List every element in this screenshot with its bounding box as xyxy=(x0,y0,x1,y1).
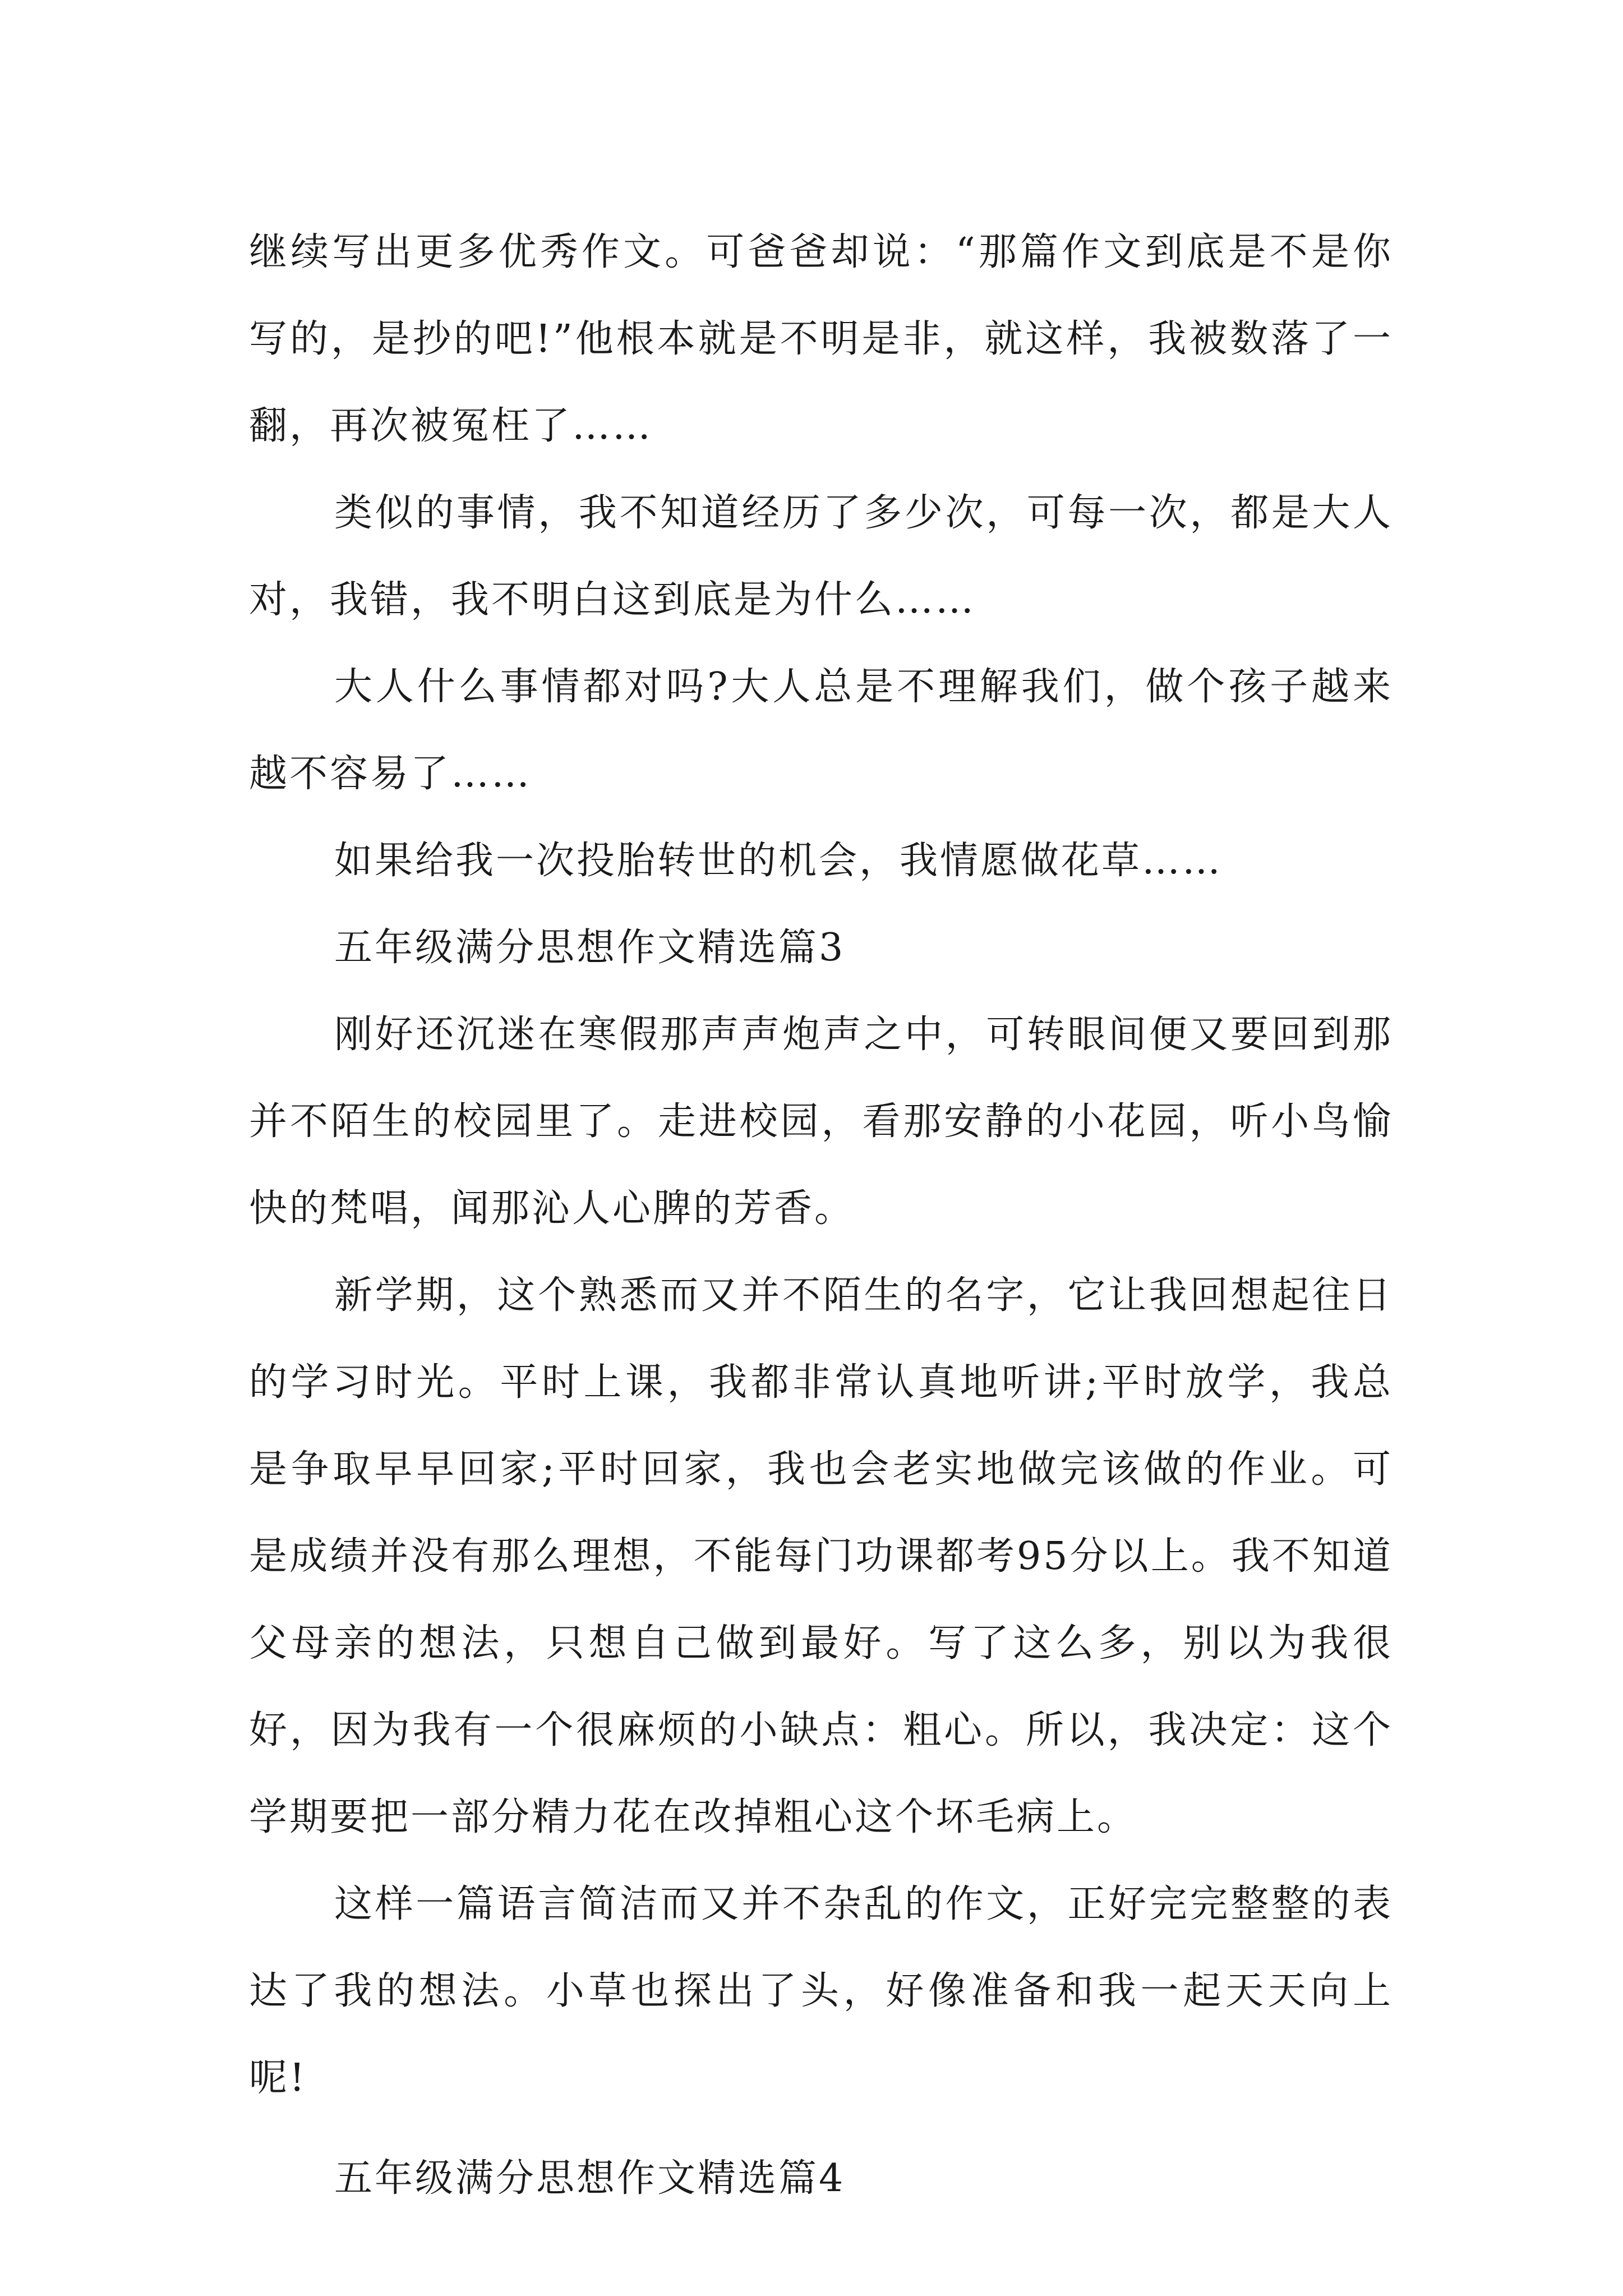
document-body xyxy=(249,209,1393,2222)
paragraph: 类似的事情，我不知道经历了多少次，可每一次，都是大人对，我错，我不明白这到底是为什么…… xyxy=(249,491,1393,622)
paragraph: 如果给我一次投胎转世的机会，我情愿做花草…… xyxy=(334,839,1223,883)
section-heading: 五年级满分思想作文精选篇3 xyxy=(334,926,846,970)
paragraph: 这样一篇语言简洁而又并不杂乱的作文，正好完完整整的表达了我的想法。小草也探出了头，好像准备和我一起天天向上呢! xyxy=(249,1882,1393,2100)
paragraph: 新学期，这个熟悉而又并不陌生的名字，它让我回想起往日的学习时光。平时上课，我都非常认真地听讲;平时放学，我总是争取早早回家;平时回家，我也会老实地做完该做的作业。可是成绩并没有那么理想，不能每门功课都考95分以上。我不知道父母亲的想法，只想自己做到最好。写了这么多，别以为我很好，因为我有一个很麻烦的小缺点：粗心。所以，我决定：这个学期要把一部分精力花在改掉粗心这个坏毛病上。 xyxy=(249,1273,1393,1839)
section-heading: 五年级满分思想作文精选篇4 xyxy=(334,2156,846,2201)
paragraph: 大人什么事情都对吗?大人总是不理解我们，做个孩子越来越不容易了…… xyxy=(249,665,1393,796)
paragraph-continuation: 继续写出更多优秀作文。可爸爸却说：“那篇作文到底是不是你写的，是抄的吧!”他根本就是不明是非，就这样，我被数落了一翻，再次被冤枉了…… xyxy=(249,230,1393,448)
paragraph: 刚好还沉迷在寒假那声声炮声之中，可转眼间便又要回到那并不陌生的校园里了。走进校园，看那安静的小花园，听小鸟愉快的梵唱，闻那沁人心脾的芳香。 xyxy=(249,1013,1393,1231)
